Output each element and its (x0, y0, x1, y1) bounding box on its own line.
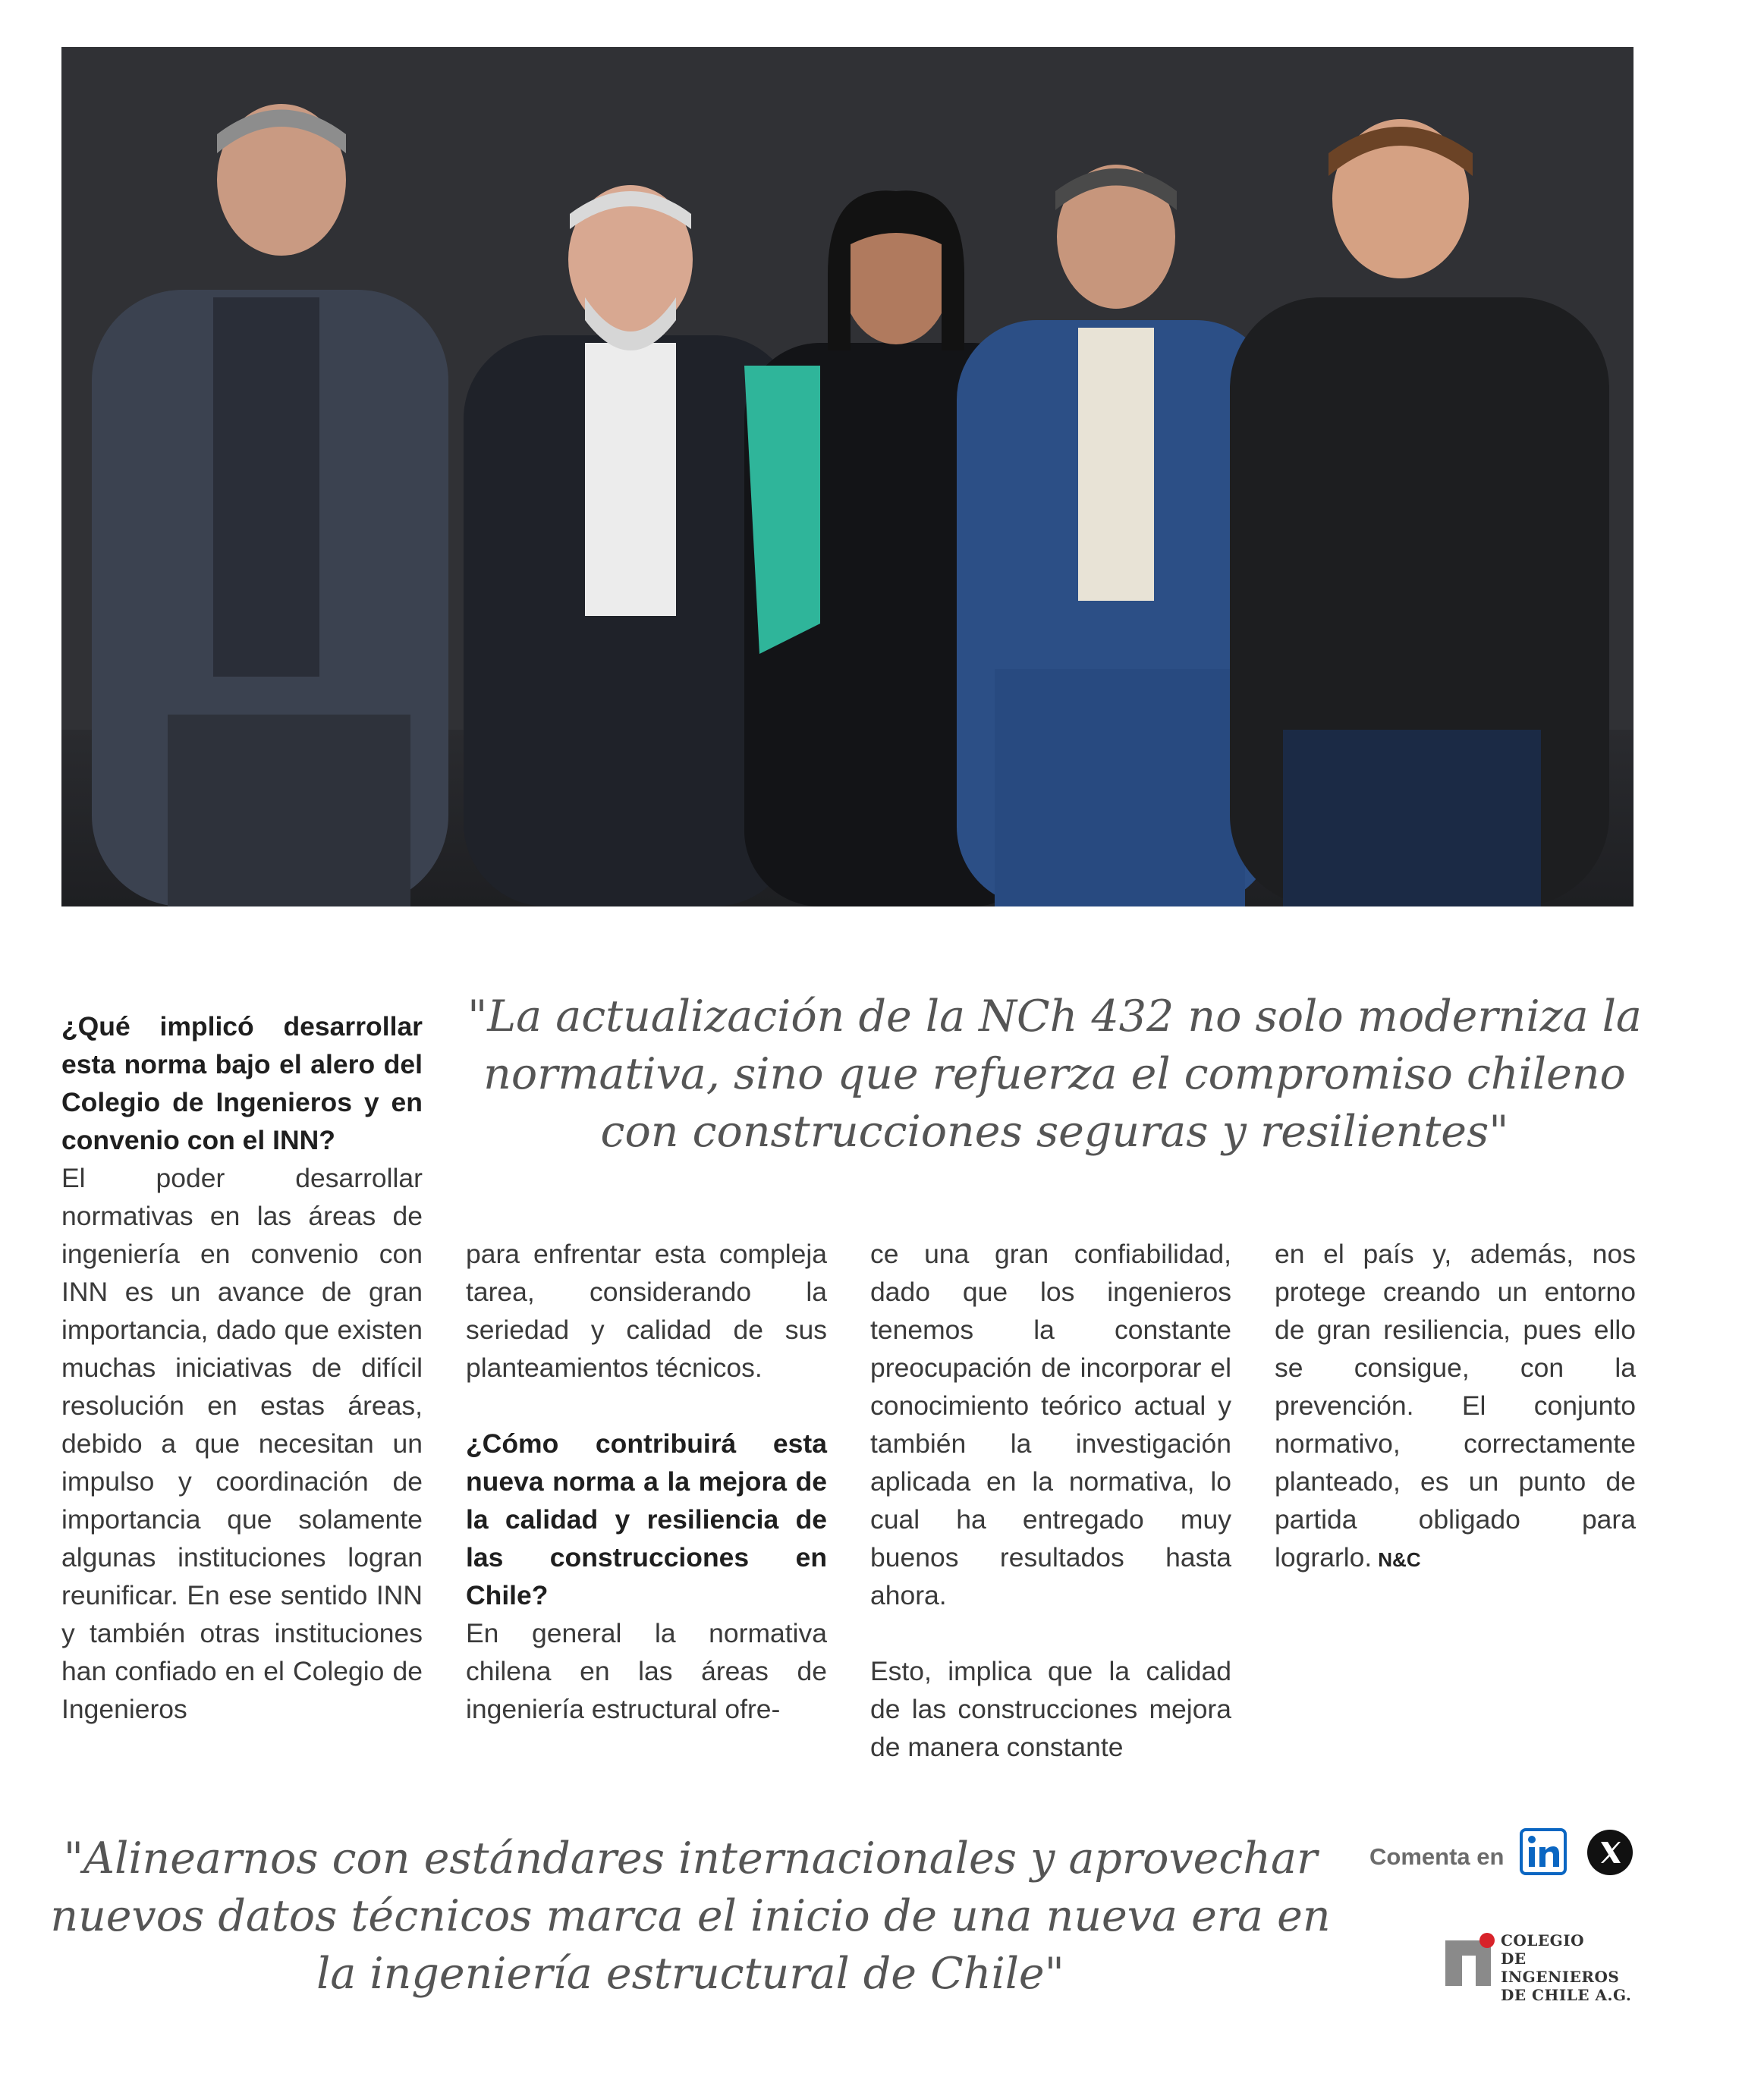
comment-label: Comenta en (1369, 1843, 1505, 1870)
answer-2-conclusion (1275, 1235, 1636, 1579)
interview-answer-1: El poder desarrollar normativas en las áreas de ingeniería en convenio con INN es un avance de gran importancia, dado que existen muchas iniciativas de difícil resolución en estas áreas, debido a que necesitan un impulso y coordinación de importancia que solamente algunas instituciones logran reunificar. En ese sentido INN y también otras instituciones han confiado en el Colegio de Ingenieros (61, 1163, 423, 1724)
pull-quote-top: "La actualización de la NCh 432 no solo moderniza la normativa, sino que refuerza el compromiso chileno con construcciones seguras y resilientes" (467, 991, 1642, 1157)
x-icon[interactable] (1587, 1830, 1633, 1875)
colegio-logo-text (1501, 1931, 1643, 2004)
group-photo-illustration (61, 47, 1634, 906)
answer-2-conclusion-text: en el país y, además, nos protege creando un entorno de gran resiliencia, pues ello se consigue, con la prevención. El conjunto normativo, correctamente planteado, es un punto de partida obligado para lograrlo. (1275, 1239, 1636, 1573)
end-mark: N&C (1378, 1548, 1421, 1571)
article-column-3 (870, 1235, 1231, 1766)
interview-question-2: ¿Cómo contribuirá esta nueva norma a la mejora de la calidad y resiliencia de las construcciones en Chile? (466, 1428, 827, 1610)
logo-line-1: COLEGIO (1501, 1931, 1585, 1950)
linkedin-icon[interactable] (1520, 1828, 1567, 1875)
interview-answer-2: En general la normativa chilena en las áreas de ingeniería estructural ofre- (466, 1618, 827, 1724)
colegio-logo-mark (1445, 1933, 1495, 1986)
article-column-4 (1275, 1235, 1636, 1579)
answer-2-paragraph-2: Esto, implica que la calidad de las construcciones mejora de manera constante (870, 1656, 1231, 1762)
colegio-ingenieros-logo (1445, 1931, 1643, 2004)
logo-line-3: DE CHILE A.G. (1501, 1986, 1632, 2004)
pull-quote-bottom: "Alinearnos con estándares internacionales y aprovechar nuevos datos técnicos marca el inicio de una nueva era en la ingeniería estructural de Chile" (50, 1833, 1331, 1999)
article-column-2 (466, 1235, 827, 1728)
answer-1-continued: para enfrentar esta compleja tarea, considerando la seriedad y calidad de sus planteamientos técnicos. (466, 1239, 827, 1383)
logo-line-2: DE INGENIEROS (1501, 1950, 1620, 1986)
group-photo (61, 47, 1634, 906)
answer-2-continued: ce una gran confiabilidad, dado que los ingenieros tenemos la constante preocupación de incorporar el conocimiento teórico actual y también la investigación aplicada en la normativa, lo cual ha entregado muy buenos resultados hasta ahora. (870, 1239, 1231, 1610)
article-column-1 (61, 1007, 423, 1728)
interview-question-1: ¿Qué implicó desarrollar esta norma bajo el alero del Colegio de Ingenieros y en convenio con el INN? (61, 1011, 423, 1155)
